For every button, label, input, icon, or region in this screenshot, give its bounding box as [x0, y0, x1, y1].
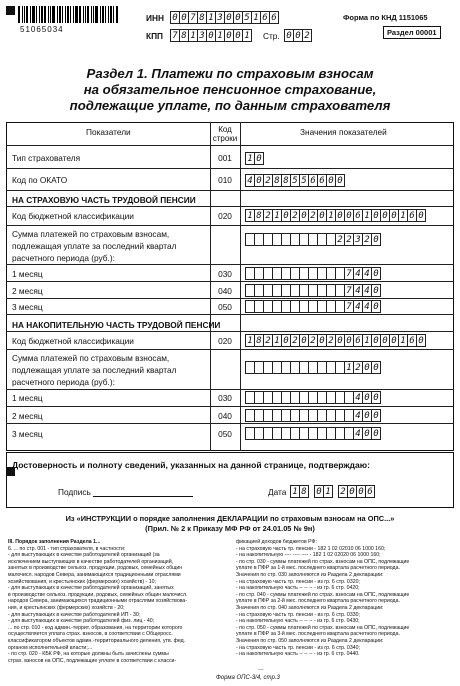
col-header-values: Значения показателей [300, 127, 387, 137]
instruction-line: малочисл. народов Севера, занимающихся традиционными отраслями [8, 571, 181, 578]
row-line [6, 281, 454, 282]
digit-cell: 0 [362, 427, 372, 440]
digit-cell: 0 [206, 29, 216, 42]
funded-sum-label-1: Сумма платежей по страховым взносам, [12, 353, 170, 363]
digit-cell: 1 [272, 209, 282, 222]
row-line [6, 389, 454, 390]
digit-cell: 7 [344, 284, 354, 297]
digit-cell: 5 [299, 174, 309, 187]
insurance-month-2-label: 2 месяц [12, 286, 43, 296]
insurance-month-2-cells [246, 284, 381, 297]
barcode-number: 51065034 [20, 25, 64, 34]
date-cells[interactable] [291, 485, 375, 498]
digit-cell: 0 [335, 334, 345, 347]
insurance-month-1-code: 030 [218, 269, 232, 279]
digit-cell: 4 [353, 267, 363, 280]
digit-cell: 4 [353, 409, 363, 422]
instruction-line: 6. ... по стр. 001 - тип страхователя, в частности: [8, 545, 126, 552]
digit-cell: 1 [344, 361, 354, 374]
digit-cell: 4 [353, 300, 363, 313]
digit-cell: 0 [335, 174, 345, 187]
digit-cell: 8 [197, 11, 207, 24]
digit-cell: 6 [317, 174, 327, 187]
digit-cell: 3 [353, 233, 363, 246]
instruction-line: Значения по стр. 040 заполняются из Раздела 2 декларации: [236, 604, 384, 611]
digit-cell: 0 [344, 334, 354, 347]
digit-cell: 0 [317, 209, 327, 222]
digit-cell: 4 [362, 284, 372, 297]
digit-cell: 4 [353, 391, 363, 404]
row-label-okato: Код по ОКАТО [12, 175, 68, 185]
digit-cell: 2 [344, 233, 354, 246]
digit-cell: 0 [371, 267, 381, 280]
instruction-line: народов Севера, занимающихся традиционными отраслями хозяйствова- [8, 598, 188, 605]
instruction-line: - для выступающих в качестве работодателей организаций (за [8, 552, 160, 559]
instruction-line: III. Порядок заполнения Раздела 1... [8, 539, 101, 545]
inn-label: ИНН [146, 13, 164, 23]
row-line [6, 349, 454, 350]
page-label: Стр. [263, 31, 280, 41]
instructions-ellipsis: ... [258, 665, 264, 672]
kpp-cells [171, 29, 252, 42]
digit-cell: 6 [353, 209, 363, 222]
row-line [6, 423, 454, 424]
col-header-code [210, 125, 240, 143]
row-code-okato: 010 [218, 175, 232, 185]
insurance-month-2-code: 040 [218, 286, 232, 296]
instructions-heading-1: Из «ИНСТРУКЦИИ о порядке заполнения ДЕКЛАРАЦИИ по страховым взносам на ОПС...» [65, 514, 395, 523]
digit-cell: 0 [326, 174, 336, 187]
digit-cell: 0 [293, 29, 303, 42]
digit-cell: 0 [281, 334, 291, 347]
digit-cell: 2 [326, 334, 336, 347]
digit-cell: 7 [170, 29, 180, 42]
funded-sum-label-3: расчетного периода (руб.): [12, 377, 115, 387]
digit-cell: 0 [335, 209, 345, 222]
digit-cell: 0 [362, 361, 372, 374]
digit-cell: 8 [179, 29, 189, 42]
digit-cell: 2 [263, 334, 273, 347]
row-line [6, 314, 454, 315]
date-digit-cell: 2 [338, 485, 348, 498]
digit-cell: 2 [290, 334, 300, 347]
digit-cell: 1 [398, 209, 408, 222]
digit-cell: 4 [353, 284, 363, 297]
page-footer: Форма ОПС-3/4, стр.3 [216, 675, 280, 681]
digit-cell: 0 [224, 11, 234, 24]
instructions-heading-2: (Прил. № 2 к Приказу МФ РФ от 24.01.05 № 9н) [145, 524, 315, 533]
title-line-3: подлежащие уплате, по данным страхователя [69, 98, 391, 113]
digit-cell: 1 [242, 29, 252, 42]
digit-cell: 4 [362, 300, 372, 313]
digit-cell: 8 [254, 209, 264, 222]
insurance-sum-label [12, 228, 176, 264]
row-line [6, 331, 454, 332]
digit-cell: 6 [407, 209, 417, 222]
row-line [6, 145, 454, 146]
digit-cell: 0 [344, 209, 354, 222]
digit-cell: 1 [272, 334, 282, 347]
instruction-line: - на накопительную часть -- -- -- - из гр. 6 стр. 0430; [236, 618, 360, 625]
digit-cell: 0 [389, 334, 399, 347]
digit-cell: 0 [299, 209, 309, 222]
form-code: Форма по КНД 1151065 [343, 13, 428, 22]
digit-cell: 2 [263, 209, 273, 222]
digit-cell: 1 [188, 29, 198, 42]
digit-cell: 0 [416, 209, 426, 222]
digit-cell: 2 [290, 209, 300, 222]
date-digit-cell: 0 [356, 485, 366, 498]
instruction-line: - по стр. 040 - суммы платежей по страх. взносам на ОПС, подлежащие [236, 591, 410, 598]
instructions-heading [0, 514, 460, 534]
digit-cell: 0 [371, 427, 381, 440]
funded-kbk-label: Код бюджетной классификации [12, 336, 134, 346]
digit-cell: 8 [254, 334, 264, 347]
okato-cells [246, 174, 345, 187]
date-digit-cell: 0 [347, 485, 357, 498]
instruction-line: хозяйствования, и крестьянских (фермерских) хозяйств) - 10; [8, 578, 156, 585]
digit-cell: 0 [284, 29, 294, 42]
corner-mark-top-left [6, 6, 15, 15]
digit-cell: 0 [416, 334, 426, 347]
digit-cell: 0 [380, 209, 390, 222]
digit-cell: 1 [398, 334, 408, 347]
funded-kbk-cells [246, 334, 426, 347]
digit-cell: 8 [281, 174, 291, 187]
insurance-sum-label-2: подлежащая уплате за последний квартал [12, 241, 177, 251]
funded-sum-cells [246, 361, 381, 374]
digit-cell: 1 [245, 152, 255, 165]
instruction-line: уплате в ПФР за 3-й мес. последнего квартала расчетного периода. [236, 631, 400, 638]
digit-cell: 4 [353, 427, 363, 440]
date-digit-cell: 8 [299, 485, 309, 498]
digit-cell: 1 [362, 334, 372, 347]
insurance-kbk-code: 020 [218, 211, 232, 221]
insurance-month-3-label: 3 месяц [12, 302, 43, 312]
digit-cell: 6 [407, 334, 417, 347]
inn-cells [171, 11, 279, 24]
row-label-insurer-type: Тип страхователя [12, 153, 81, 163]
insurance-sum-label-1: Сумма платежей по страховым взносам, [12, 229, 170, 239]
digit-cell: 6 [260, 11, 270, 24]
instruction-line: - для выступающих в качестве работодателей организаций, занятых [8, 585, 174, 592]
digit-cell: 2 [335, 233, 345, 246]
instruction-line: занятых в производстве сельхоз. продукции, родовых, семейных общин [8, 565, 183, 572]
digit-cell: 0 [362, 409, 372, 422]
insurance-sum-label-3: расчетного периода (руб.): [12, 253, 115, 263]
row-line [6, 298, 454, 299]
instruction-line: - на страховую часть тр. пенсии - 182 1 02 02010 06 1000 160; [236, 545, 386, 552]
digit-cell: 0 [380, 334, 390, 347]
kpp-label: КПП [146, 31, 163, 41]
digit-cell: 8 [272, 174, 282, 187]
digit-cell: 1 [206, 11, 216, 24]
digit-cell: 3 [197, 29, 207, 42]
title-line-2: на обязательное пенсионное страхование, [83, 82, 377, 97]
insurance-month-1-label: 1 месяц [12, 269, 43, 279]
funded-month-1-code: 030 [218, 393, 232, 403]
digit-cell: 0 [371, 284, 381, 297]
funded-month-2-cells [246, 409, 381, 422]
funded-kbk-code: 020 [218, 336, 232, 346]
date-label: Дата [268, 487, 287, 497]
insurance-kbk-cells [246, 209, 426, 222]
digit-cell: 0 [170, 11, 180, 24]
funded-sum-label [12, 352, 176, 388]
insurer-type-cells [246, 152, 264, 165]
funded-month-2-code: 040 [218, 411, 232, 421]
instruction-line: Значения по стр. 050 заполняются из Раздела 2 декларации: [236, 637, 384, 644]
instruction-line: - на накопительную часть -- -- -- - из гр. 6 стр. 0440. [236, 651, 360, 658]
digit-cell: 2 [263, 174, 273, 187]
instruction-line: - по стр. 020 - КБК РФ, на которые должны быть зачислены суммы [8, 651, 169, 658]
row-code-insurer-type: 001 [218, 153, 232, 163]
funded-month-3-label: 3 месяц [12, 429, 43, 439]
digit-cell: 0 [281, 209, 291, 222]
digit-cell: 5 [290, 174, 300, 187]
section-insurance-heading: НА СТРАХОВУЮ ЧАСТЬ ТРУДОВОЙ ПЕНСИИ [12, 195, 196, 205]
digit-cell: 0 [371, 233, 381, 246]
instruction-line: - по стр. 030 - суммы платежей по страх. взносам на ОПС, подлежащие [236, 558, 410, 565]
instruction-line: ... по стр. 010 - код админ.-террит. образования, на территории которого [8, 624, 183, 631]
funded-month-1-cells [246, 391, 381, 404]
col-header-code-line1: Код [218, 125, 232, 134]
row-line [6, 206, 454, 207]
digit-cell: 0 [371, 209, 381, 222]
row-line [6, 406, 454, 407]
insurance-month-1-cells [246, 267, 381, 280]
digit-cell: 0 [371, 300, 381, 313]
digit-cell: 6 [308, 174, 318, 187]
digit-cell: 0 [371, 391, 381, 404]
digit-cell: 0 [224, 29, 234, 42]
instruction-line: уплате в ПФР за 2-й мес. последнего квартала расчетного периода. [236, 598, 400, 605]
instruction-line: исключением выступающих в качестве работодателей организаций, [8, 558, 174, 565]
instruction-line: Значения по стр. 030 заполняются из Раздела 2 декларации: [236, 571, 384, 578]
digit-cell: 6 [353, 334, 363, 347]
row-line [6, 225, 454, 226]
digit-cell: 7 [188, 11, 198, 24]
instruction-line: в производстве сельхоз. продукции, родовых, семейных общин малочисл. [8, 591, 188, 598]
row-line [6, 168, 454, 169]
digit-cell: 0 [371, 409, 381, 422]
instruction-line: - для выступающих в качестве работодателей ИП - 30; [8, 611, 141, 618]
instruction-line: - по стр. 050 - суммы платежей по страх. взносам на ОПС, подлежащие [236, 624, 410, 631]
instruction-line: - для выступающих в качестве работодателей физ. лиц - 40; [8, 618, 155, 625]
instruction-line: ния, и крестьянских (фермерских) хозяйств - 20; [8, 604, 125, 611]
instruction-line: - на накопительную часть -- -- -- - из гр. 6 стр. 0420; [236, 585, 360, 592]
instruction-line: осуществляется уплата страх. взносов, в соответствии с Общеросс. [8, 631, 173, 638]
digit-cell: 0 [362, 391, 372, 404]
digit-cell: 6 [269, 11, 279, 24]
col-header-indicators: Показатели [86, 127, 131, 137]
col-header-code-line2: строки [212, 134, 238, 143]
funded-sum-label-2: подлежащая уплате за последний квартал [12, 365, 177, 375]
page-cells [285, 29, 312, 42]
confirmation-text: Достоверность и полноту сведений, указанных на данной странице, подтверждаю: [12, 460, 370, 470]
instruction-line: - на страховую часть тр. пенсии - из гр. 6 стр. 0330; [236, 611, 360, 618]
digit-cell: 2 [362, 233, 372, 246]
digit-cell: 2 [308, 334, 318, 347]
digit-cell: 2 [353, 361, 363, 374]
date-digit-cell: 6 [365, 485, 375, 498]
insurance-month-3-code: 050 [218, 302, 232, 312]
signature-label: Подпись [58, 487, 91, 497]
digit-cell: 2 [308, 209, 318, 222]
funded-month-3-code: 050 [218, 429, 232, 439]
row-line [6, 264, 454, 265]
signature-line[interactable] [93, 496, 193, 497]
digit-cell: 0 [371, 361, 381, 374]
digit-cell: 5 [242, 11, 252, 24]
funded-month-3-cells [246, 427, 381, 440]
digit-cell: 0 [371, 334, 381, 347]
digit-cell: 4 [245, 174, 255, 187]
digit-cell: 0 [254, 174, 264, 187]
digit-cell: 1 [326, 209, 336, 222]
instructions-right-column [236, 539, 456, 658]
instruction-line: - на страховую часть тр. пенсии - из гр. 6 стр. 0340; [236, 644, 360, 651]
insurance-sum-cells [246, 233, 381, 246]
instructions-left-column [8, 539, 230, 664]
insurance-month-3-cells [246, 300, 381, 313]
digit-cell: 0 [389, 209, 399, 222]
instruction-line: уплате в ПФР за 1-й мес. последнего квартала расчетного периода. [236, 565, 400, 572]
instruction-line: страх. взносов на ОПС, подлежащие уплате в соответствии с класси- [8, 657, 177, 664]
instruction-line: органом исполнительной власти;... [8, 644, 93, 651]
funded-month-2-label: 2 месяц [12, 411, 43, 421]
digit-cell: 0 [233, 11, 243, 24]
digit-cell: 0 [317, 334, 327, 347]
page-title [0, 66, 460, 114]
instruction-line: - на накопительную ---- ---- ---- - 182 1 02 02020 06 1000 160; [236, 552, 381, 559]
digit-cell: 7 [344, 267, 354, 280]
insurance-kbk-label: Код бюджетной классификации [12, 211, 134, 221]
digit-cell: 1 [215, 29, 225, 42]
digit-cell: 2 [302, 29, 312, 42]
digit-cell: 1 [245, 209, 255, 222]
title-line-1: Раздел 1. Платежи по страховым взносам [86, 66, 374, 81]
date-digit-cell: 0 [314, 485, 324, 498]
digit-cell: 4 [362, 267, 372, 280]
instruction-line: фикацией доходов бюджетов РФ: [236, 539, 317, 545]
funded-month-1-label: 1 месяц [12, 393, 43, 403]
instruction-line: - на страховую часть тр. пенсии - из гр. 6 стр. 0320; [236, 578, 360, 585]
digit-cell: 0 [179, 11, 189, 24]
digit-cell: 0 [299, 334, 309, 347]
digit-cell: 3 [215, 11, 225, 24]
section-funded-heading: НА НАКОПИТЕЛЬНУЮ ЧАСТЬ ТРУДОВОЙ ПЕНСИИ [12, 320, 221, 330]
digit-cell: 1 [245, 334, 255, 347]
barcode [18, 6, 119, 23]
date-digit-cell: 1 [323, 485, 333, 498]
section-badge: Раздел 00001 [383, 26, 441, 39]
instruction-line: классификатором объектов админ.-территориального деления, утв. фед. [8, 637, 186, 644]
digit-cell: 0 [254, 152, 264, 165]
digit-cell: 7 [344, 300, 354, 313]
digit-cell: 0 [233, 29, 243, 42]
row-line [6, 190, 454, 191]
digit-cell: 1 [251, 11, 261, 24]
date-digit-cell: 1 [290, 485, 300, 498]
digit-cell: 1 [362, 209, 372, 222]
